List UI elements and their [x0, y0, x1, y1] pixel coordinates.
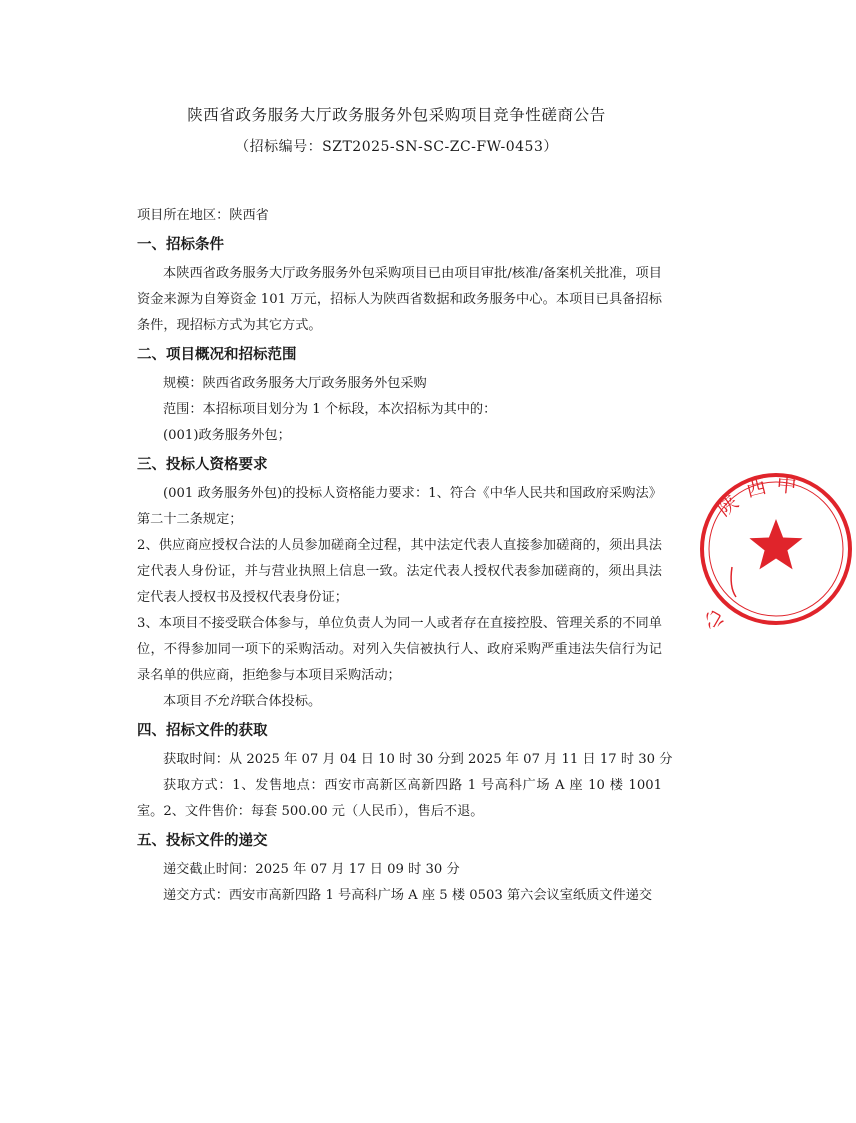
- qualification-requirement-2: 2、供应商应授权合法的人员参加磋商全过程，其中法定代表人直接参加磋商的，须出具法定代表人身份证，并与营业执照上信息一致。法定代表人授权代表参加磋商的，须出具法定代表人授权书及授权代表身份证；: [137, 538, 662, 605]
- section-heading-4: 四、招标文件的获取: [137, 723, 268, 739]
- tender-conditions-paragraph: 本陕西省政务服务大厅政务服务外包采购项目已由项目审批/核准/备案机关批准，项目资金来源为自筹资金 101 万元，招标人为陕西省数据和政务服务中心。本项目已具备招标条件，现招标方式为其它方式。: [137, 266, 662, 333]
- seal-side-mark: [731, 567, 736, 597]
- submission-deadline: 递交截止时间：2025 年 07 月 17 日 09 时 30 分: [163, 862, 460, 877]
- document-body: [137, 203, 673, 909]
- consortium-prefix: 本项目: [163, 694, 203, 709]
- seal-char-1: 陕: [712, 489, 743, 521]
- qualification-requirement-3: 3、本项目不接受联合体参与，单位负责人为同一人或者存在直接控股、管理关系的不同单位，不得参加同一项下的采购活动。对列入失信被执行人、政府采购严重违法失信行为记录名单的供应商，拒绝参与本项目采购活动；: [137, 616, 662, 683]
- project-scale: 规模：陕西省政务服务大厅政务服务外包采购: [163, 376, 427, 391]
- section-heading-3: 三、投标人资格要求: [137, 457, 268, 473]
- seal-char-3: 中: [775, 472, 798, 498]
- consortium-statement: [137, 689, 662, 715]
- document-title: 陕西省政务服务大厅政务服务外包采购项目竞争性磋商公告: [187, 106, 606, 124]
- section-heading-2: 二、项目概况和招标范围: [137, 347, 297, 363]
- consortium-suffix: 联合体投标。: [242, 694, 322, 709]
- section-heading-5: 五、投标文件的递交: [137, 833, 268, 849]
- project-location: 项目所在地区：陕西省: [137, 208, 269, 223]
- seal-star-icon: [749, 519, 802, 569]
- qualification-requirement-1: (001 政务服务外包)的投标人资格能力要求：1、符合《中华人民共和国政府采购法》第二十二条规定；: [137, 486, 662, 527]
- seal-char-2: 西: [743, 473, 769, 502]
- section-heading-1: 一、招标条件: [137, 237, 224, 253]
- project-lot: (001)政务服务外包；: [163, 428, 291, 443]
- seal-char-4: 心: [699, 604, 729, 636]
- official-seal: [696, 469, 856, 636]
- project-scope: 范围：本招标项目划分为 1 个标段，本次招标为其中的：: [163, 402, 497, 417]
- acquisition-method: 获取方式：1、发售地点：西安市高新区高新四路 1 号高科广场 A 座 10 楼 1001 室。2、文件售价：每套 500.00 元（人民币），售后不退。: [137, 778, 662, 819]
- consortium-emphasis: 不允许: [202, 694, 243, 709]
- acquisition-time: 获取时间：从 2025 年 07 月 04 日 10 时 30 分到 2025 年 07 月 11 日 17 时 30 分: [163, 752, 673, 767]
- tender-number: （招标编号：SZT2025-SN-SC-ZC-FW-0453）: [235, 139, 558, 155]
- submission-method: 递交方式：西安市高新四路 1 号高科广场 A 座 5 楼 0503 第六会议室纸质文件递交: [163, 888, 653, 903]
